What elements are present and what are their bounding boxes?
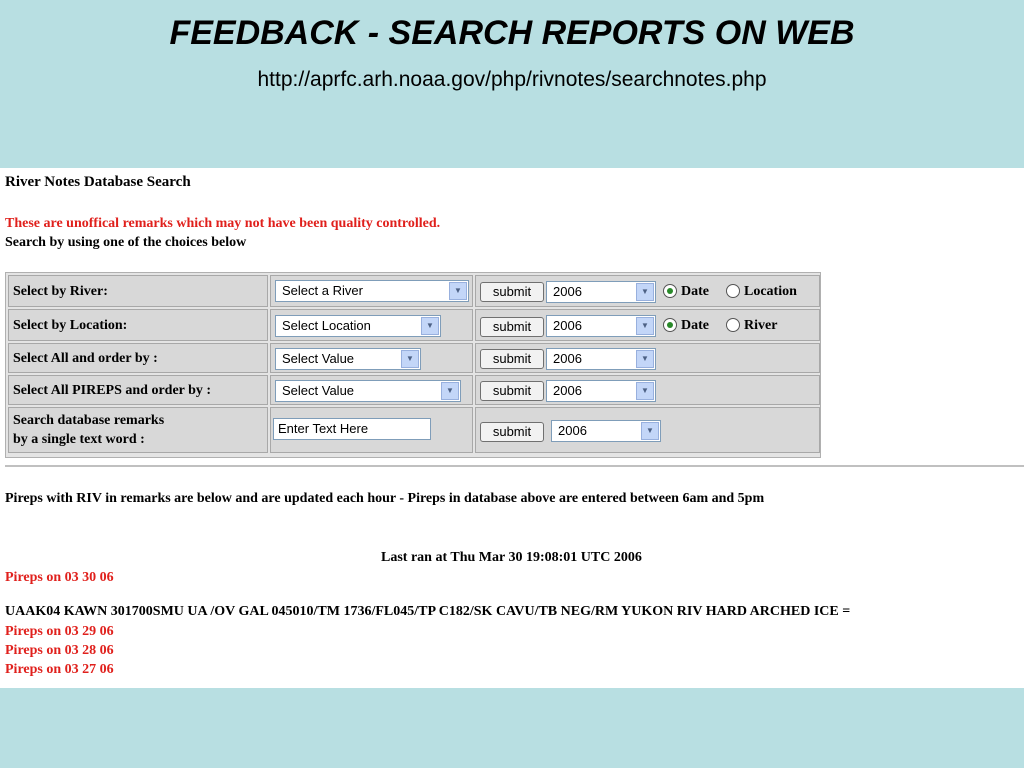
chevron-down-icon: ▼: [636, 350, 654, 368]
year-select[interactable]: 2006 ▼: [551, 420, 661, 442]
submit-button[interactable]: submit: [480, 317, 544, 337]
row-action-cell: [475, 343, 820, 373]
date-radio-label: Date: [681, 284, 709, 299]
pireps-date-heading: Pireps on 03 27 06: [5, 662, 114, 677]
location-radio-label: Location: [744, 284, 797, 299]
submit-button[interactable]: submit: [480, 422, 544, 442]
row-action-cell: [475, 375, 820, 405]
row-action-cell: [475, 309, 820, 341]
chevron-down-icon: ▼: [401, 350, 419, 368]
row-select-cell: [270, 407, 473, 453]
order-value-select[interactable]: Select Value ▼: [275, 348, 421, 370]
chevron-down-icon: ▼: [636, 283, 654, 301]
pirep-order-select[interactable]: Select Value ▼: [275, 380, 461, 402]
pireps-notice: Pireps with RIV in remarks are below and are updated each hour - Pireps in database above are entered between 6am and 5pm: [5, 491, 765, 506]
select-all-pireps-label: Select All PIREPS and order by :: [13, 383, 212, 398]
select-location-label: Select by Location:: [13, 318, 128, 333]
row-select-cell: [270, 275, 473, 307]
search-remarks-label-line1: Search database remarks: [13, 413, 165, 428]
row-select-cell: [270, 309, 473, 341]
pireps-date-heading: Pireps on 03 28 06: [5, 643, 114, 658]
select-all-label: Select All and order by :: [13, 351, 158, 366]
search-remarks-label-line2: by a single text word :: [13, 432, 145, 447]
river-select[interactable]: Select a River ▼: [275, 280, 469, 302]
chevron-down-icon: ▼: [421, 317, 439, 335]
row-select-cell: [270, 343, 473, 373]
chevron-down-icon: ▼: [441, 382, 459, 400]
chevron-down-icon: ▼: [636, 317, 654, 335]
year-select[interactable]: 2006 ▼: [546, 380, 656, 402]
slide-title: FEEDBACK - SEARCH REPORTS ON WEB: [169, 14, 855, 52]
pirep-report: UAAK04 KAWN 301700SMU UA /OV GAL 045010/TM 1736/FL045/TP C182/SK CAVU/TB NEG/RM YUKON RIV HARD ARCHED ICE =: [5, 604, 851, 619]
search-form-table: [5, 272, 821, 458]
chevron-down-icon: ▼: [449, 282, 467, 300]
row-label-cell: [8, 375, 268, 405]
year-select[interactable]: 2006 ▼: [546, 281, 656, 303]
submit-button[interactable]: submit: [480, 282, 544, 302]
chevron-down-icon: ▼: [641, 422, 659, 440]
slide-url: http://aprfc.arh.noaa.gov/php/rivnotes/searchnotes.php: [257, 68, 767, 91]
date-radio-label: Date: [681, 318, 709, 333]
last-ran-timestamp: Last ran at Thu Mar 30 19:08:01 UTC 2006: [381, 550, 642, 565]
date-radio[interactable]: [663, 284, 677, 298]
year-select[interactable]: 2006 ▼: [546, 315, 656, 337]
row-action-cell: [475, 275, 820, 307]
year-select[interactable]: 2006 ▼: [546, 348, 656, 370]
select-river-label: Select by River:: [13, 284, 108, 299]
pireps-date-heading: Pireps on 03 29 06: [5, 624, 114, 639]
webpage-screenshot: [0, 168, 1024, 688]
location-select[interactable]: Select Location ▼: [275, 315, 441, 337]
row-label-cell: [8, 309, 268, 341]
pireps-date-heading: Pireps on 03 30 06: [5, 570, 114, 585]
instruction-text: Search by using one of the choices below: [5, 235, 247, 250]
row-label-cell: [8, 407, 268, 453]
search-text-input[interactable]: Enter Text Here: [273, 418, 431, 440]
date-radio[interactable]: [663, 318, 677, 332]
submit-button[interactable]: submit: [480, 381, 544, 401]
page-title: River Notes Database Search: [5, 174, 191, 190]
divider: [5, 465, 1024, 467]
quality-warning: These are unoffical remarks which may not have been quality controlled.: [5, 216, 441, 231]
river-radio-label: River: [744, 318, 778, 333]
river-radio[interactable]: [726, 318, 740, 332]
submit-button[interactable]: submit: [480, 349, 544, 369]
chevron-down-icon: ▼: [636, 382, 654, 400]
row-action-cell: [475, 407, 820, 453]
row-label-cell: [8, 275, 268, 307]
location-radio[interactable]: [726, 284, 740, 298]
row-label-cell: [8, 343, 268, 373]
row-select-cell: [270, 375, 473, 405]
